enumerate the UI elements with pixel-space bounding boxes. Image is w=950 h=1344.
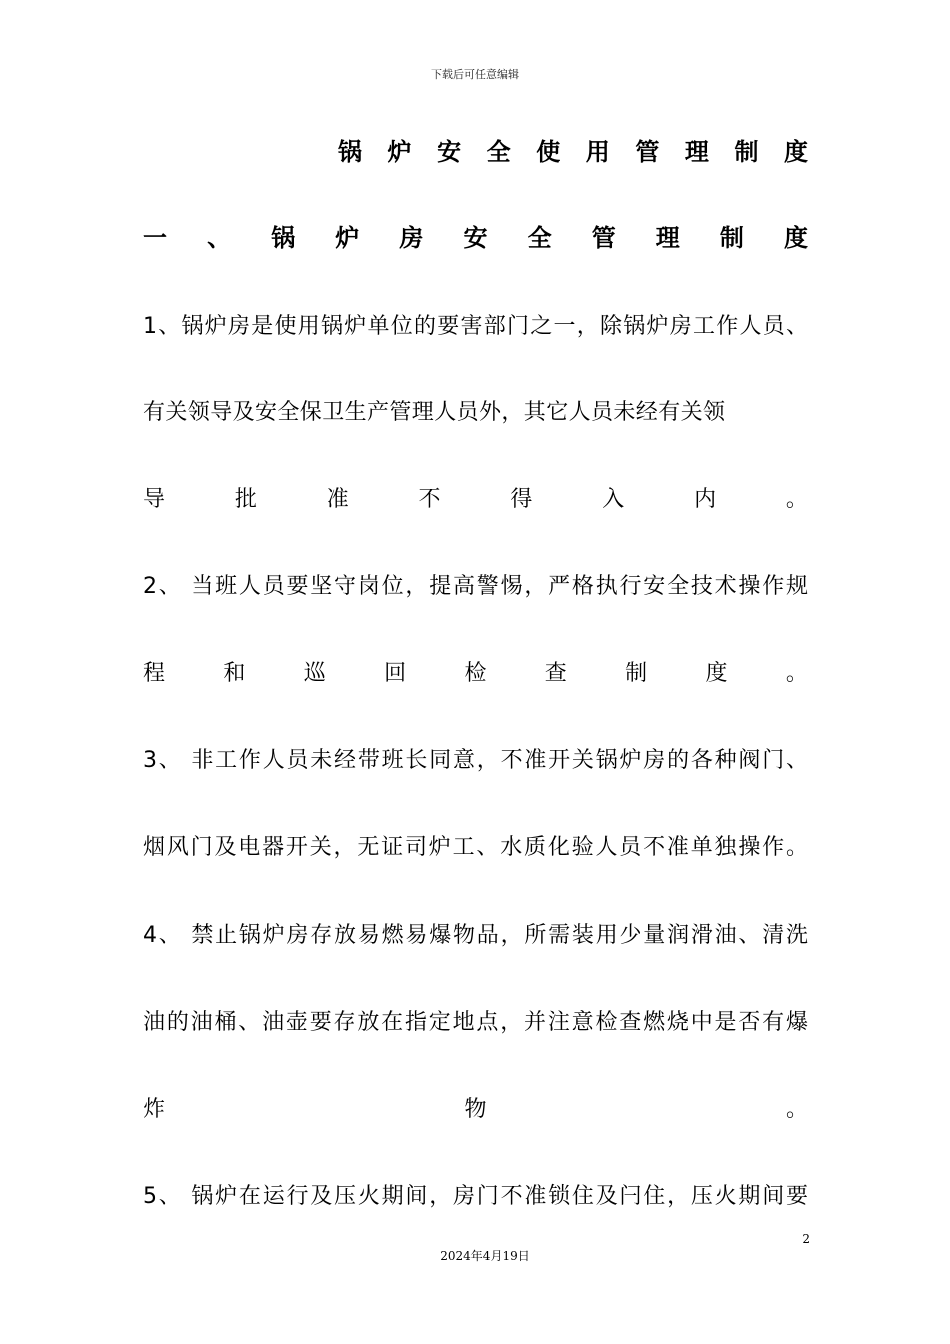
body-char: 。 xyxy=(785,1097,808,1122)
body-line-5 xyxy=(143,659,808,689)
body-char: 不 xyxy=(418,487,441,512)
body-char: 导 xyxy=(143,487,166,512)
section-title: 一、锅炉房安全管理制度 xyxy=(143,224,808,252)
body-char: 巡 xyxy=(303,661,326,686)
header-note: 下载后可任意编辑 xyxy=(431,68,519,81)
body-line-9: 油的油桶、油壶要存放在指定地点，并注意检查燃烧中是否有爆 xyxy=(143,1010,808,1035)
body-char: 查 xyxy=(544,661,567,686)
body-char: 入 xyxy=(602,487,625,512)
body-line-10 xyxy=(143,1095,808,1125)
body-char: 。 xyxy=(785,487,808,512)
body-char: 内 xyxy=(694,487,717,512)
body-line-1: 1、锅炉房是使用锅炉单位的要害部门之一，除锅炉房工作人员、 xyxy=(143,314,808,339)
body-char: 。 xyxy=(785,661,808,686)
body-line-4: 2、 当班人员要坚守岗位，提高警惕，严格执行安全技术操作规 xyxy=(143,574,808,599)
body-line-3 xyxy=(143,485,808,515)
body-line-8: 4、 禁止锅炉房存放易燃易爆物品，所需装用少量润滑油、清洗 xyxy=(143,923,808,948)
body-char: 和 xyxy=(223,661,246,686)
body-line-6: 3、 非工作人员未经带班长同意，不准开关锅炉房的各种阀门、 xyxy=(143,748,808,773)
body-char: 制 xyxy=(625,661,648,686)
body-char: 批 xyxy=(234,487,257,512)
body-char: 检 xyxy=(464,661,487,686)
body-char: 度 xyxy=(705,661,728,686)
page-number: 2 xyxy=(802,1232,810,1246)
body-line-11: 5、 锅炉在运行及压火期间，房门不准锁住及闩住，压火期间要 xyxy=(143,1184,808,1209)
body-line-7: 烟风门及电器开关，无证司炉工、水质化验人员不准单独操作。 xyxy=(143,835,808,860)
body-char: 准 xyxy=(326,487,349,512)
document-title: 锅炉安全使用管理制度 xyxy=(338,138,808,166)
body-char: 得 xyxy=(510,487,533,512)
body-line-2: 有关领导及安全保卫生产管理人员外，其它人员未经有关领 xyxy=(143,400,726,425)
footer-date: 2024年4月19日 xyxy=(440,1249,530,1263)
body-char: 回 xyxy=(384,661,407,686)
body-char: 炸 xyxy=(143,1097,166,1122)
body-char: 物 xyxy=(464,1097,487,1122)
body-char: 程 xyxy=(143,661,166,686)
